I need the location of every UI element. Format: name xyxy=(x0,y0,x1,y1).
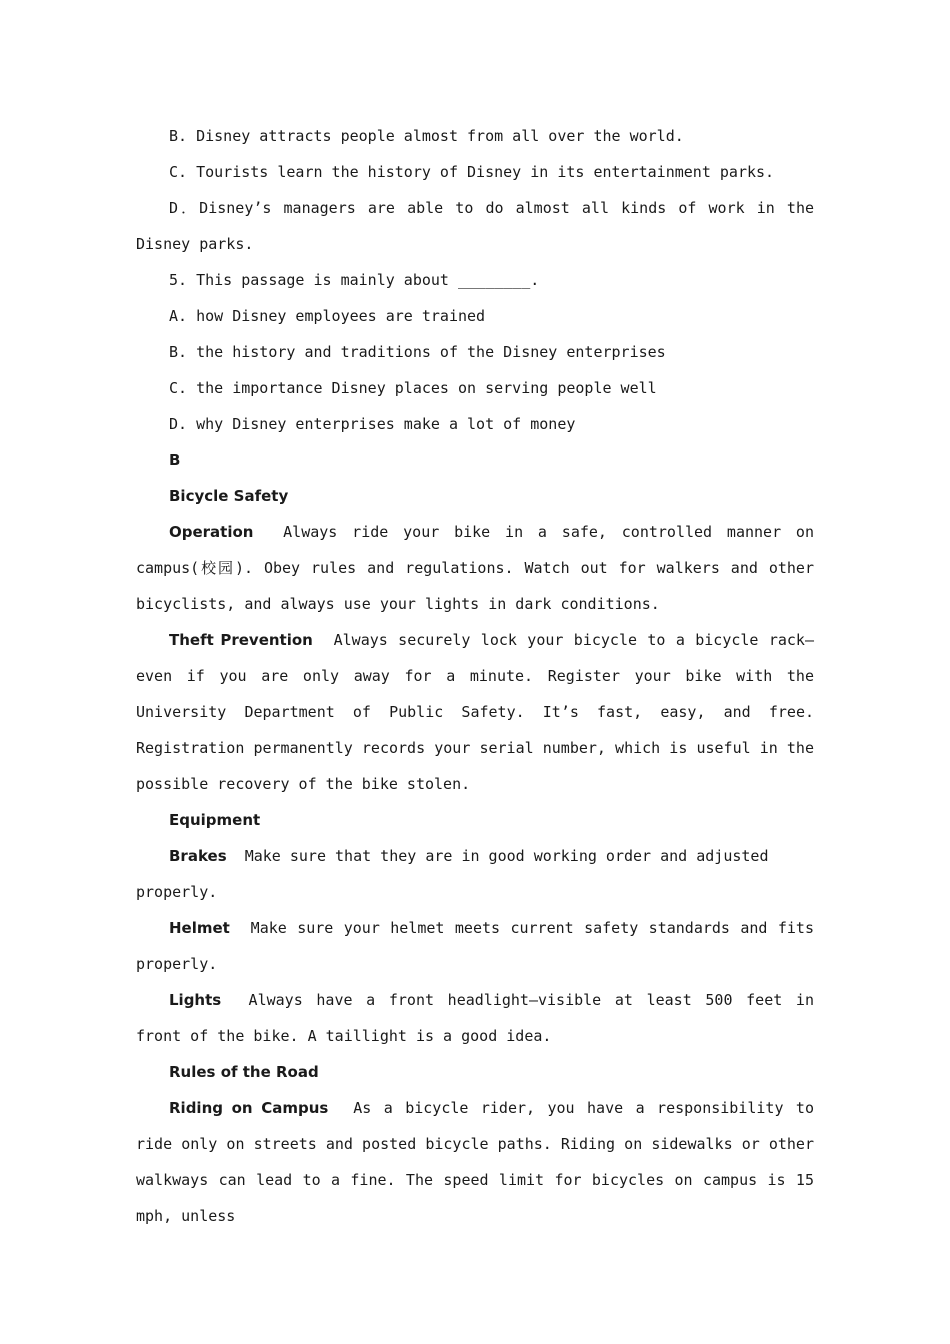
theft-text: Always securely lock your bicycle to a bicycle rack—even if you are only away for a minute. Register your bike with the University Department of Public Safety. It’s fast, easy, and free. Registration permanently records your serial number, which is useful in the possible recovery of the bike stolen. xyxy=(136,631,814,793)
rules-heading: Rules of the Road xyxy=(169,1063,319,1081)
brakes-label: Brakes xyxy=(169,847,227,865)
brakes-paragraph xyxy=(136,838,814,910)
brakes-text: Make sure that they are in good working order and adjusted properly. xyxy=(136,847,769,901)
riding-text: As a bicycle rider, you have a responsibility to ride only on streets and posted bicycle paths. Riding on sidewalks or other walkways can lead to a fine. The speed limit for bicycles on campus is 15 mph, unless xyxy=(136,1099,814,1225)
helmet-text: Make sure your helmet meets current safety standards and fits properly. xyxy=(136,919,814,973)
document-page xyxy=(136,118,814,1234)
operation-paragraph xyxy=(136,514,814,622)
theft-label: Theft Prevention xyxy=(169,631,313,649)
helmet-paragraph xyxy=(136,910,814,982)
q4-option-c: C. Tourists learn the history of Disney in its entertainment parks. xyxy=(169,163,775,181)
q4-option-b: B. Disney attracts people almost from all over the world. xyxy=(169,127,684,145)
operation-text: Always ride your bike in a safe, controlled manner on campus(校园). Obey rules and regulations. Watch out for walkers and other bicyclists, and always use your lights in dark conditions. xyxy=(136,523,814,613)
section-letter: B xyxy=(169,451,181,469)
equipment-heading: Equipment xyxy=(169,811,261,829)
riding-paragraph xyxy=(136,1090,814,1234)
helmet-label: Helmet xyxy=(169,919,230,937)
lights-paragraph xyxy=(136,982,814,1054)
q5-option-a: A. how Disney employees are trained xyxy=(169,307,486,325)
operation-label: Operation xyxy=(169,523,254,541)
q5-option-c: C. the importance Disney places on serving people well xyxy=(169,379,657,397)
q4-option-d: D．Disney’s managers are able to do almost all kinds of work in the Disney parks. xyxy=(136,199,814,253)
q5-option-b: B. the history and traditions of the Disney enterprises xyxy=(169,343,666,361)
lights-label: Lights xyxy=(169,991,222,1009)
riding-label: Riding on Campus xyxy=(169,1099,329,1117)
q5-option-d: D. why Disney enterprises make a lot of money xyxy=(169,415,576,433)
q5-stem: 5. This passage is mainly about ________. xyxy=(169,271,540,289)
passage-title: Bicycle Safety xyxy=(169,487,289,505)
theft-paragraph xyxy=(136,622,814,802)
lights-text: Always have a front headlight—visible at least 500 feet in front of the bike. A taillight is a good idea. xyxy=(136,991,814,1045)
